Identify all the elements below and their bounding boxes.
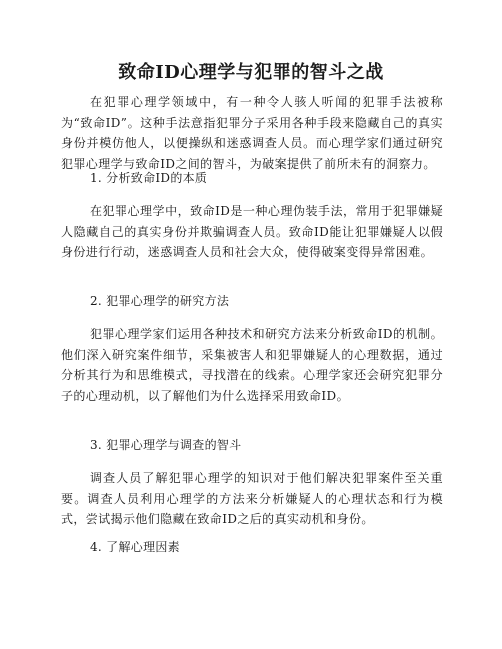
section-4-heading: 4. 了解心理因素 [90, 540, 180, 554]
document-title: 致命ID心理学与犯罪的智斗之战 [118, 62, 384, 83]
section-2-heading: 2. 犯罪心理学的研究方法 [90, 294, 230, 308]
section-1-body: 在犯罪心理学中，致命ID是一种心理伪装手法，常用于犯罪嫌疑人隐藏自己的真实身份并欺骗调查人员。致命ID能让犯罪嫌疑人以假身份进行行动，迷惑调查人员和社会大众，使得破案变得异常困难。 [61, 204, 443, 259]
section-3-body: 调查人员了解犯罪心理学的知识对于他们解决犯罪案件至关重要。调查人员利用心理学的方法来分析嫌疑人的心理状态和行为模式，尝试揭示他们隐藏在致命ID之后的真实动机和身份。 [61, 471, 443, 526]
section-2-body: 犯罪心理学家们运用各种技术和研究方法来分析致命ID的机制。他们深入研究案件细节，采集被害人和犯罪嫌疑人的心理数据，通过分析其行为和思维模式，寻找潜在的线索。心理学家还会研究犯罪分子的心理动机，以了解他们为什么选择采用致命ID。 [61, 327, 443, 403]
intro-paragraph: 在犯罪心理学领域中，有一种令人骇人听闻的犯罪手法被称为“致命ID”。这种手法意指犯罪分子采用各种手段来隐藏自己的真实身份并模仿他人，以便操纵和迷惑调查人员。而心理学家们通过研究犯罪心理学与致命ID之间的智斗，为破案提供了前所未有的洞察力。 [61, 95, 443, 171]
section-1-heading: 1. 分析致命ID的本质 [90, 171, 208, 185]
section-3-heading: 3. 犯罪心理学与调查的智斗 [90, 438, 242, 452]
